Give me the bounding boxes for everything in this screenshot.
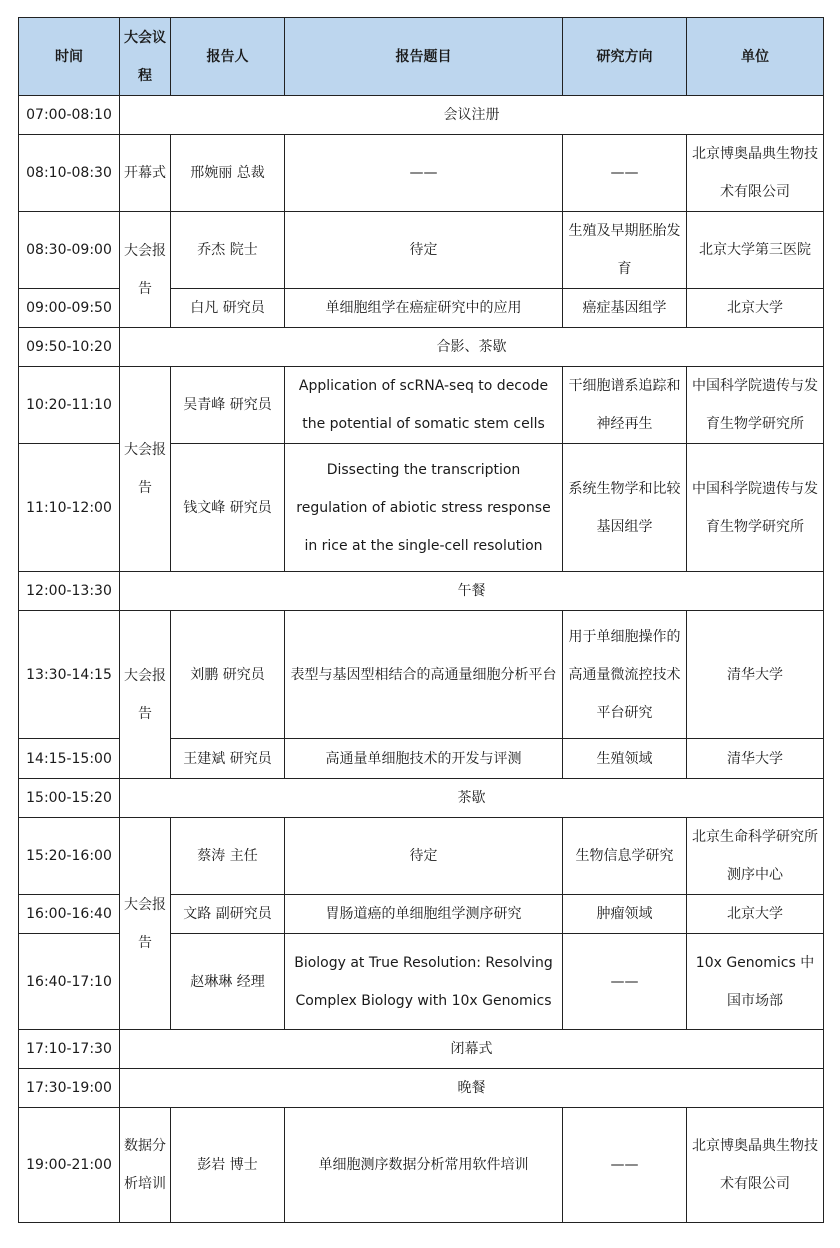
- table-row: [19, 572, 824, 611]
- time-cell: 16:00-16:40: [19, 895, 120, 934]
- unit-cell: 清华大学: [687, 739, 824, 779]
- speaker-cell: 乔杰 院士: [171, 212, 285, 289]
- header-time: 时间: [19, 18, 120, 96]
- table-row: [19, 96, 824, 135]
- unit-cell: 北京大学: [687, 895, 824, 934]
- time-cell: 07:00-08:10: [19, 96, 120, 135]
- table-row: [19, 1069, 824, 1108]
- event-cell: 茶歇: [120, 779, 824, 818]
- table-row: [19, 611, 824, 739]
- table-row: [19, 779, 824, 818]
- time-cell: 17:30-19:00: [19, 1069, 120, 1108]
- direction-cell: 生物信息学研究: [563, 818, 687, 895]
- unit-cell: 清华大学: [687, 611, 824, 739]
- direction-cell: 用于单细胞操作的高通量微流控技术平台研究: [563, 611, 687, 739]
- speaker-cell: 吴青峰 研究员: [171, 367, 285, 444]
- header-row: [19, 18, 824, 96]
- topic-cell: 胃肠道癌的单细胞组学测序研究: [285, 895, 563, 934]
- topic-cell: Dissecting the transcription regulation of abiotic stress response in rice at the single-cell resolution: [285, 444, 563, 572]
- table-row: [19, 135, 824, 212]
- topic-cell: 单细胞组学在癌症研究中的应用: [285, 289, 563, 328]
- speaker-cell: 王建斌 研究员: [171, 739, 285, 779]
- agenda-cell: 开幕式: [120, 135, 171, 212]
- header-unit: 单位: [687, 18, 824, 96]
- direction-cell: ——: [563, 1108, 687, 1223]
- unit-cell: 北京博奥晶典生物技术有限公司: [687, 135, 824, 212]
- event-cell: 闭幕式: [120, 1030, 824, 1069]
- agenda-cell: 大会报告: [120, 611, 171, 779]
- header-topic: 报告题目: [285, 18, 563, 96]
- agenda-table: [18, 17, 824, 1223]
- header-agenda: 大会议程: [120, 18, 171, 96]
- unit-cell: 中国科学院遗传与发育生物学研究所: [687, 367, 824, 444]
- direction-cell: 肿瘤领域: [563, 895, 687, 934]
- speaker-cell: 蔡涛 主任: [171, 818, 285, 895]
- topic-cell: 待定: [285, 212, 563, 289]
- time-cell: 13:30-14:15: [19, 611, 120, 739]
- speaker-cell: 邢婉丽 总裁: [171, 135, 285, 212]
- speaker-cell: 钱文峰 研究员: [171, 444, 285, 572]
- direction-cell: ——: [563, 135, 687, 212]
- time-cell: 09:00-09:50: [19, 289, 120, 328]
- topic-cell: 单细胞测序数据分析常用软件培训: [285, 1108, 563, 1223]
- unit-cell: 北京生命科学研究所测序中心: [687, 818, 824, 895]
- header-speaker: 报告人: [171, 18, 285, 96]
- unit-cell: 中国科学院遗传与发育生物学研究所: [687, 444, 824, 572]
- direction-cell: 癌症基因组学: [563, 289, 687, 328]
- agenda-cell: 数据分析培训: [120, 1108, 171, 1223]
- topic-cell: Biology at True Resolution: Resolving Complex Biology with 10x Genomics: [285, 934, 563, 1030]
- unit-cell: 10x Genomics 中国市场部: [687, 934, 824, 1030]
- topic-cell: 表型与基因型相结合的高通量细胞分析平台: [285, 611, 563, 739]
- table-row: [19, 1108, 824, 1223]
- topic-cell: Application of scRNA-seq to decode the potential of somatic stem cells: [285, 367, 563, 444]
- table-row: [19, 818, 824, 895]
- table-row: [19, 328, 824, 367]
- time-cell: 19:00-21:00: [19, 1108, 120, 1223]
- time-cell: 09:50-10:20: [19, 328, 120, 367]
- table-row: [19, 212, 824, 289]
- direction-cell: 干细胞谱系追踪和神经再生: [563, 367, 687, 444]
- time-cell: 10:20-11:10: [19, 367, 120, 444]
- event-cell: 合影、茶歇: [120, 328, 824, 367]
- event-cell: 晚餐: [120, 1069, 824, 1108]
- time-cell: 15:20-16:00: [19, 818, 120, 895]
- speaker-cell: 白凡 研究员: [171, 289, 285, 328]
- time-cell: 15:00-15:20: [19, 779, 120, 818]
- direction-cell: 系统生物学和比较基因组学: [563, 444, 687, 572]
- time-cell: 08:30-09:00: [19, 212, 120, 289]
- table-row: [19, 1030, 824, 1069]
- speaker-cell: 彭岩 博士: [171, 1108, 285, 1223]
- agenda-cell: 大会报告: [120, 818, 171, 1030]
- topic-cell: 高通量单细胞技术的开发与评测: [285, 739, 563, 779]
- topic-cell: ——: [285, 135, 563, 212]
- direction-cell: 生殖领域: [563, 739, 687, 779]
- agenda-cell: 大会报告: [120, 367, 171, 572]
- topic-cell: 待定: [285, 818, 563, 895]
- event-cell: 会议注册: [120, 96, 824, 135]
- header-direction: 研究方向: [563, 18, 687, 96]
- unit-cell: 北京大学: [687, 289, 824, 328]
- unit-cell: 北京大学第三医院: [687, 212, 824, 289]
- table-row: [19, 367, 824, 444]
- agenda-cell: 大会报告: [120, 212, 171, 328]
- direction-cell: ——: [563, 934, 687, 1030]
- speaker-cell: 赵琳琳 经理: [171, 934, 285, 1030]
- time-cell: 17:10-17:30: [19, 1030, 120, 1069]
- direction-cell: 生殖及早期胚胎发育: [563, 212, 687, 289]
- time-cell: 16:40-17:10: [19, 934, 120, 1030]
- time-cell: 14:15-15:00: [19, 739, 120, 779]
- speaker-cell: 文路 副研究员: [171, 895, 285, 934]
- time-cell: 08:10-08:30: [19, 135, 120, 212]
- event-cell: 午餐: [120, 572, 824, 611]
- time-cell: 12:00-13:30: [19, 572, 120, 611]
- unit-cell: 北京博奥晶典生物技术有限公司: [687, 1108, 824, 1223]
- time-cell: 11:10-12:00: [19, 444, 120, 572]
- speaker-cell: 刘鹏 研究员: [171, 611, 285, 739]
